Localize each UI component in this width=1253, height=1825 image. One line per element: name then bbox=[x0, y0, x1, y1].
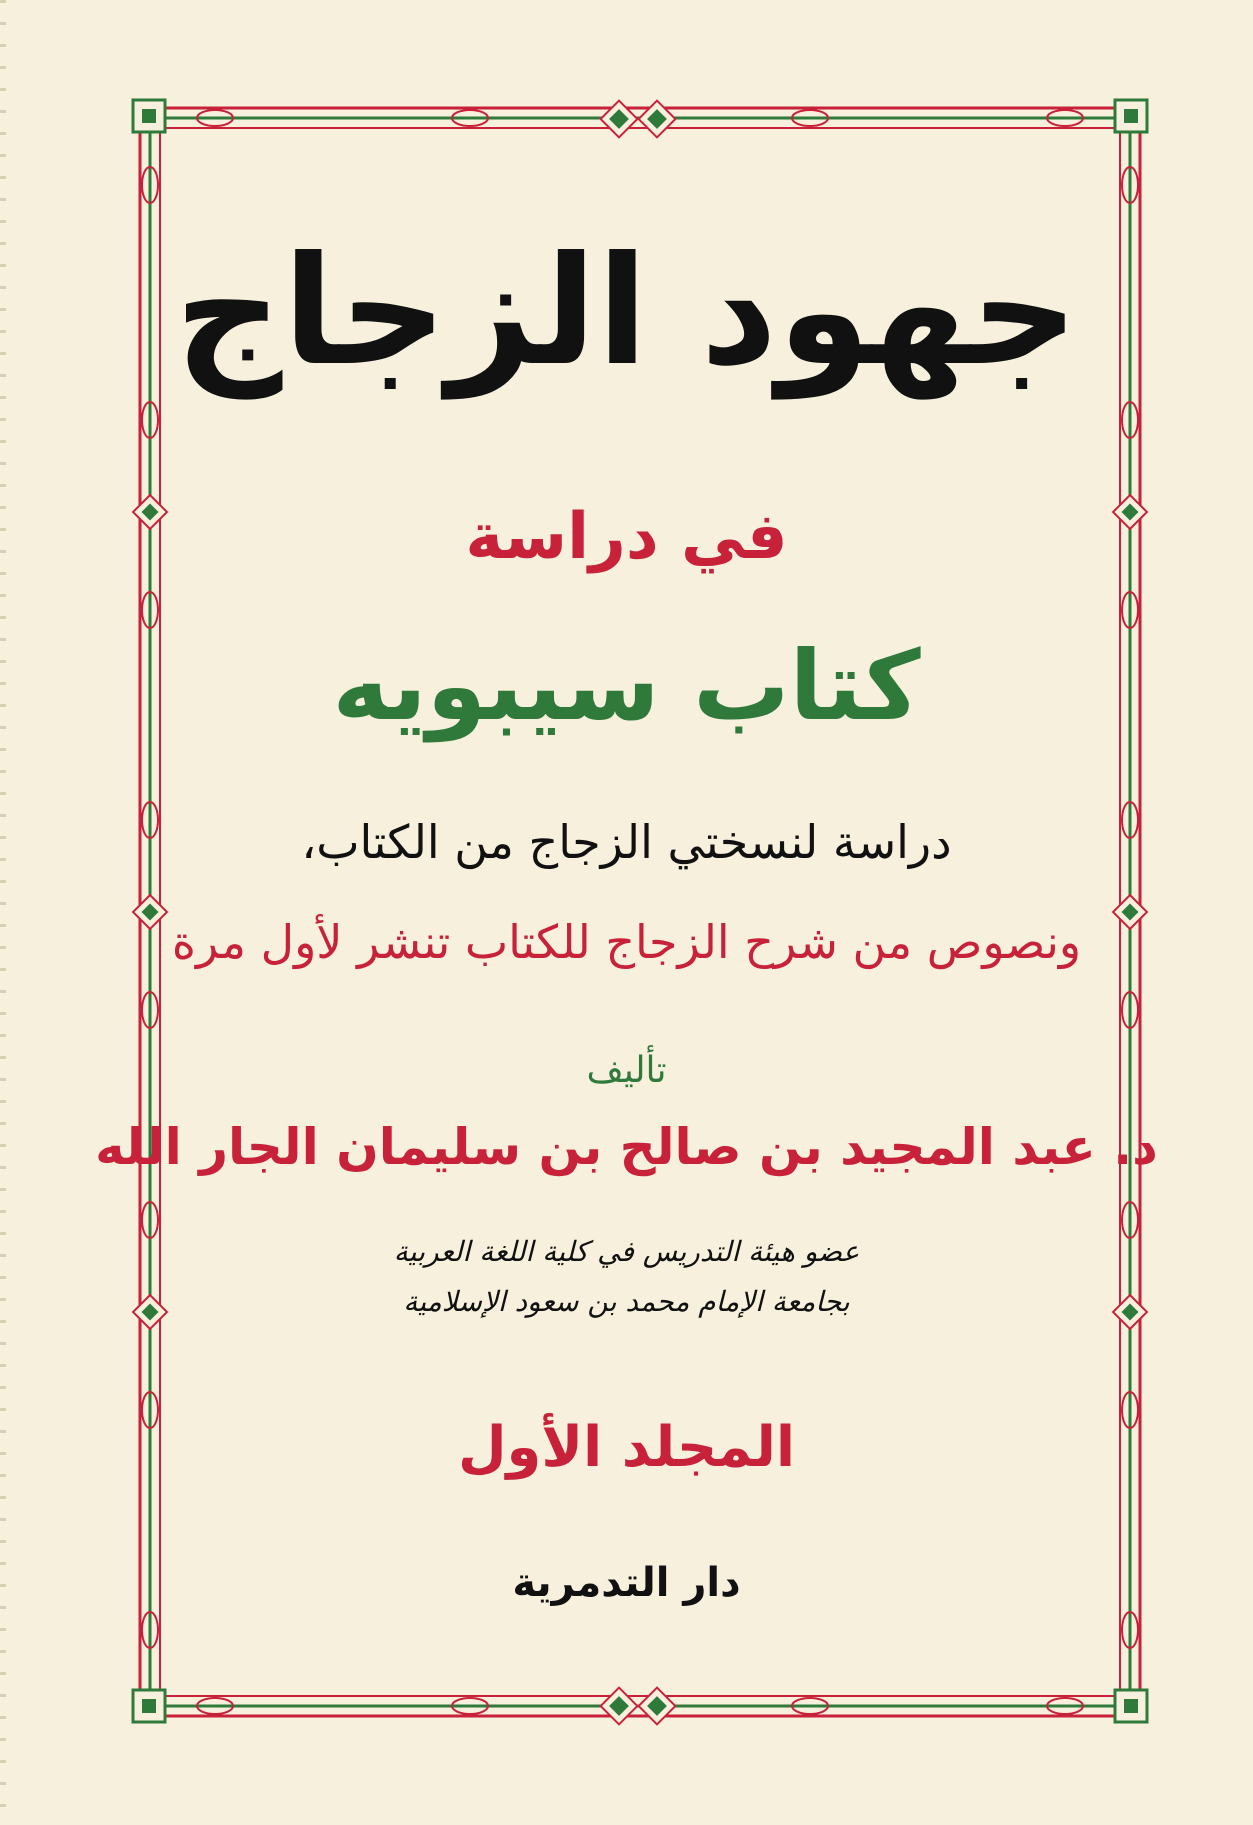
subtitle-line-2: كتاب سيبويه bbox=[332, 630, 921, 742]
corner-square-icon bbox=[1115, 1690, 1147, 1722]
description-line-2: ونصوص من شرح الزجاج للكتاب تنشر لأول مرة bbox=[171, 915, 1082, 969]
book-title: جهود الزجاج bbox=[174, 225, 1079, 399]
publisher-name: دار التدمرية bbox=[512, 1560, 741, 1606]
corner-square-icon bbox=[133, 1690, 165, 1722]
author-label: تأليف bbox=[586, 1050, 667, 1091]
corner-square-icon bbox=[133, 100, 165, 132]
diamond-ornament-icon bbox=[601, 101, 676, 138]
description-line-1: دراسة لنسختي الزجاج من الكتاب، bbox=[301, 815, 952, 869]
volume-label: المجلد الأول bbox=[457, 1415, 796, 1480]
author-name: د. عبد المجيد بن صالح بن سليمان الجار الله bbox=[95, 1118, 1158, 1176]
corner-square-icon bbox=[1115, 100, 1147, 132]
affiliation-line-1: عضو هيئة التدريس في كلية اللغة العربية bbox=[393, 1235, 860, 1268]
diamond-ornament-icon bbox=[601, 1688, 676, 1725]
subtitle-line-1: في دراسة bbox=[465, 500, 788, 574]
affiliation-line-2: بجامعة الإمام محمد بن سعود الإسلامية bbox=[403, 1285, 850, 1318]
